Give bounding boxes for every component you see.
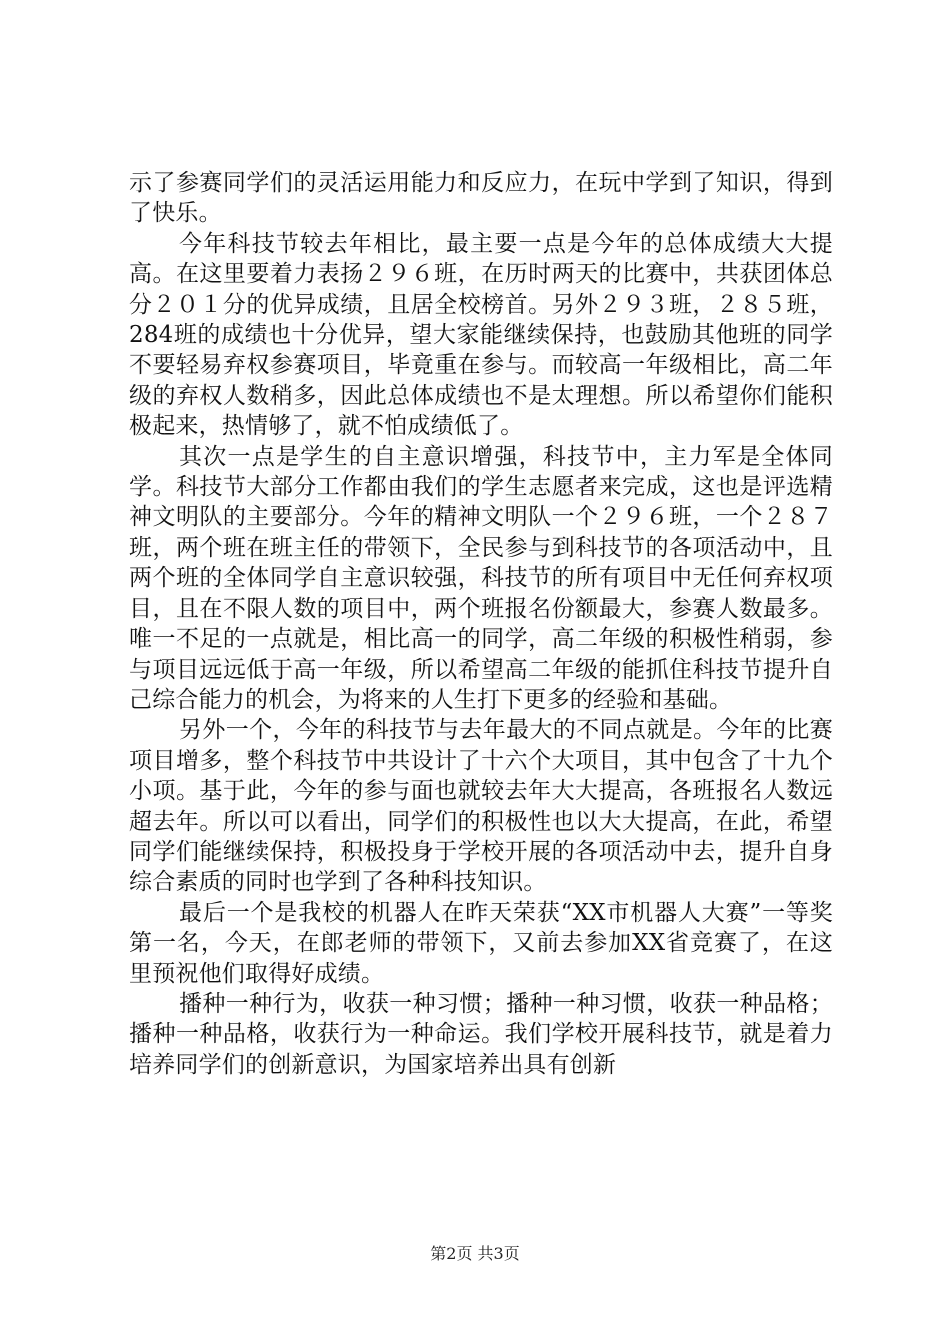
paragraph-closing: 播种一种行为，收获一种习惯；播种一种习惯，收获一种品格；播种一种品格，收获行为一种命运。我们学校开展科技节，就是着力培养同学们的创新意识，为国家培养出具有创新: [129, 990, 833, 1078]
document-body: [129, 168, 833, 1080]
page-number-footer: 第2页 共3页: [430, 1244, 520, 1263]
paragraph-self-awareness: 其次一点是学生的自主意识增强，科技节中，主力军是全体同学。科技节大部分工作都由我们的学生志愿者来完成，这也是评选精神文明队的主要部分。今年的精神文明队一个２９６班，一个２８７班，两个班在班主任的带领下，全民参与到科技节的各项活动中，且两个班的全体同学自主意识较强，科技节的所有项目中无任何弃权项目，且在不限人数的项目中，两个班报名份额最大，参赛人数最多。唯一不足的一点就是，相比高一的同学，高二年级的积极性稍弱，参与项目远远低于高一年级，所以希望高二年级的能抓住科技节提升自己综合能力的机会，为将来的人生打下更多的经验和基础。: [129, 443, 833, 713]
paragraph-overall-results: 今年科技节较去年相比，最主要一点是今年的总体成绩大大提高。在这里要着力表扬２９６班，在历时两天的比赛中，共获团体总分２０１分的优异成绩，且居全校榜首。另外２９３班，２８５班，284班的成绩也十分优异，望大家能继续保持，也鼓励其他班的同学不要轻易弃权参赛项目，毕竟重在参与。而较高一年级相比，高二年级的弃权人数稍多，因此总体成绩也不是太理想。所以希望你们能积极起来，热情够了，就不怕成绩低了。: [129, 230, 833, 440]
paragraph-more-events: 另外一个，今年的科技节与去年最大的不同点就是。今年的比赛项目增多，整个科技节中共设计了十六个大项目，其中包含了十九个小项。基于此，今年的参与面也就较去年大大提高，各班报名人数远超去年。所以可以看出，同学们的积极性也以大大提高，在此，希望同学们能继续保持，积极投身于学校开展的各项活动中去，提升自身综合素质的同时也学到了各种科技知识。: [129, 717, 833, 896]
paragraph-robot-award: 最后一个是我校的机器人在昨天荣获“XX市机器人大赛”一等奖第一名，今天，在郎老师的带领下，又前去参加XX省竞赛了，在这里预祝他们取得好成绩。: [129, 899, 833, 987]
paragraph-continuation: 示了参赛同学们的灵活运用能力和反应力，在玩中学到了知识，得到了快乐。: [129, 170, 833, 227]
